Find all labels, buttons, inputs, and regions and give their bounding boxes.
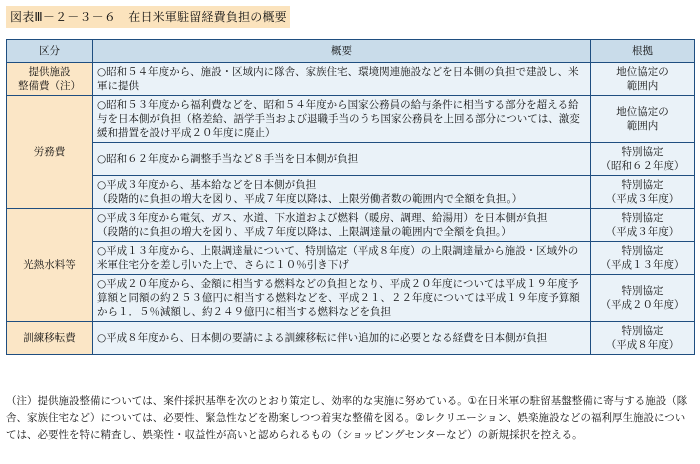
table-row (7, 143, 695, 176)
basis-cell: 特別協定 （平成３年度） (591, 209, 695, 242)
overview-cell: ○昭和５３年度から福利費などを、昭和５４年度から国家公務員の給与条件に相当する部分を超える給与を日本側が負担（格差給、語学手当および退職手当のうち国家公務員を上回る部分については、激変緩和措置を設け平成２０年度に廃止） (93, 96, 591, 143)
table-row (7, 275, 695, 322)
table-row (7, 242, 695, 275)
category-cell: 光熱水料等 (7, 209, 93, 322)
header-category: 区分 (7, 40, 93, 63)
header-basis: 根拠 (591, 40, 695, 63)
overview-cell: ○昭和６２年度から調整手当など８手当を日本側が負担 (93, 143, 591, 176)
overview-cell: ○平成１３年度から、上限調達量について、特別協定（平成８年度）の上限調達量から施設・区域外の米軍住宅分を差し引いた上で、さらに１０％引き下げ (93, 242, 591, 275)
overview-cell: ○平成３年度から電気、ガス、水道、下水道および燃料（暖房、調理、給湯用）を日本側が負担 （段階的に負担の増大を図り、平成７年度以降は、上限調達量の範囲内で全額を負担。） (93, 209, 591, 242)
basis-cell: 特別協定 （平成１３年度） (591, 242, 695, 275)
table-row (7, 63, 695, 96)
table-row (7, 176, 695, 209)
basis-cell: 特別協定 （平成２０年度） (591, 275, 695, 322)
table-row (7, 96, 695, 143)
category-cell: 労務費 (7, 96, 93, 209)
basis-cell: 地位協定の 範囲内 (591, 96, 695, 143)
table-body (7, 63, 695, 355)
overview-cell: ○平成８年度から、日本側の要請による訓練移転に伴い追加的に必要となる経費を日本側が負担 (93, 322, 591, 355)
category-cell: 提供施設 整備費（注） (7, 63, 93, 96)
overview-cell: ○昭和５４年度から、施設・区域内に隊舎、家族住宅、環境関連施設などを日本側の負担で建設し、米軍に提供 (93, 63, 591, 96)
overview-cell: ○平成３年度から、基本給などを日本側が負担 （段階的に負担の増大を図り、平成７年度以降は、上限労働者数の範囲内で全額を負担。） (93, 176, 591, 209)
header-overview: 概要 (93, 40, 591, 63)
basis-cell: 特別協定 （平成３年度） (591, 176, 695, 209)
table-row (7, 322, 695, 355)
header-row (7, 40, 695, 63)
cost-burden-table (6, 39, 695, 355)
basis-cell: 地位協定の 範囲内 (591, 63, 695, 96)
basis-cell: 特別協定 （昭和６２年度） (591, 143, 695, 176)
table-row (7, 209, 695, 242)
category-cell: 訓練移転費 (7, 322, 93, 355)
basis-cell: 特別協定 （平成８年度） (591, 322, 695, 355)
footnote: （注）提供施設整備については、案件採択基準を次のとおり策定し、効率的な実施に努めている。①在日米軍の駐留基盤整備に寄与する施設（隊舎、家族住宅など）については、必要性、緊急性などを勘案しつつ着実な整備を図る。②レクリエーション、娯楽施設などの福利厚生施設については、必要性を特に精査し、娯楽性・収益性が高いと認められるもの（ショッピングセンターなど）の新規採択を控える。 (6, 395, 688, 441)
figure-title: 図表Ⅲ－２－３－６ 在日米軍駐留経費負担の概要 (6, 6, 290, 28)
overview-cell: ○平成２０年度から、金額に相当する燃料などの負担となり、平成２０年度については平成１９年度予算額と同額の約２５３億円に相当する燃料などを、平成２１、２２年度については平成１９年度予算額から１．５％減額し、約２４９億円に相当する燃料などを負担 (93, 275, 591, 322)
